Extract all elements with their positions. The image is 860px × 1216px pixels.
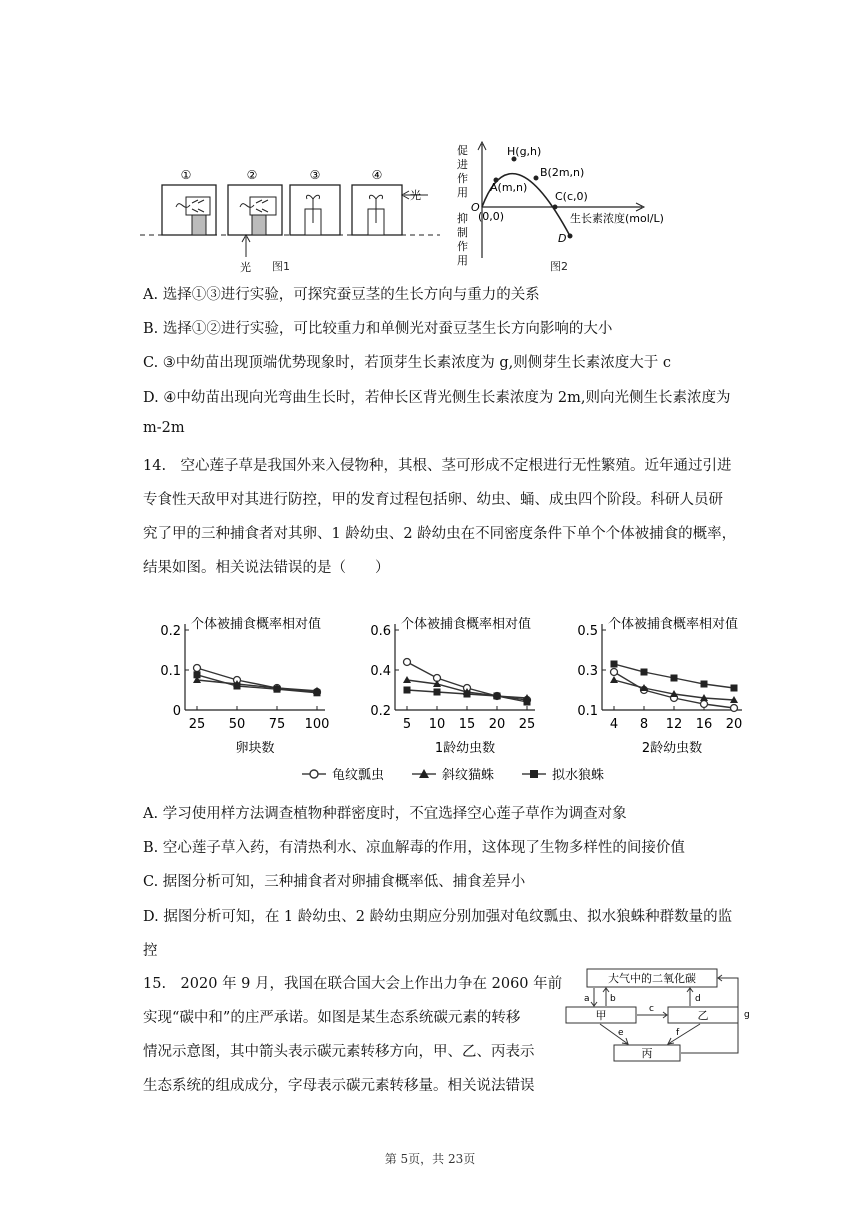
- fig2-yaxis-top-1: 促: [457, 144, 468, 157]
- fig1-box-2: [228, 185, 282, 257]
- chart-1-xlabel: 卵块数: [235, 741, 275, 756]
- chart-1-series-2-line: [197, 680, 317, 691]
- fig1-box-3: [290, 185, 340, 235]
- carbon-cycle-diagram: [560, 965, 760, 1065]
- chart-2-point-square: [524, 699, 531, 706]
- fig2-point-a: A(m,n): [490, 181, 528, 194]
- chart-2-xlabel: 1龄幼虫数: [434, 741, 496, 756]
- chart-2-point-square: [494, 693, 501, 700]
- chart-3-point-triangle: [610, 676, 618, 683]
- atmosphere-label: 大气中的二氧化碳: [608, 972, 696, 985]
- chart-2-ytick-label: 0.6: [370, 624, 391, 639]
- chart-2-ytick-label: 0.2: [370, 704, 391, 719]
- fig1-label-2: ②: [246, 168, 258, 182]
- arrow-a-label: a: [584, 994, 590, 1004]
- fig2-xlabel: 生长素浓度(mol/L): [570, 212, 664, 225]
- chart-3-point-square: [671, 675, 678, 682]
- chart-3-point-circle: [701, 701, 708, 708]
- chart-2-xtick-label: 10: [428, 717, 446, 732]
- chart-1-point-square: [194, 671, 201, 678]
- q13-option-b: B. 选择①②进行实验，可比较重力和单侧光对蚕豆茎生长方向影响的大小: [143, 321, 613, 337]
- fig1-label-4: ④: [371, 168, 383, 182]
- chart-legend: [300, 763, 640, 785]
- chart-3-point-circle: [611, 669, 618, 676]
- q14-option-b: B. 空心莲子草入药，有清热利水、凉血解毒的作用，这体现了生物多样性的间接价值: [143, 840, 685, 856]
- arrow-f-label: f: [676, 1028, 680, 1038]
- q14-option-c: C. 据图分析可知，三种捕食者对卵捕食概率低、捕食差异小: [143, 874, 526, 890]
- legend-marker-circle: [310, 770, 318, 778]
- q14-line-2: 专食性天敌甲对其进行防控，甲的发育过程包括卵、幼虫、蛹、成虫四个阶段。科研人员研: [143, 492, 723, 508]
- yi-label: 乙: [697, 1009, 709, 1022]
- fig2-origin-point: (0,0): [478, 210, 505, 223]
- chart-2-title: 个体被捕食概率相对值: [401, 617, 532, 632]
- fig2-point-h: H(g,h): [507, 145, 542, 158]
- chart-2-ytick-label: 0.4: [370, 664, 391, 679]
- figure-1-caption: 图1: [272, 260, 290, 273]
- chart-3-xtick-label: 8: [639, 717, 649, 732]
- arrow-c-label: c: [649, 1004, 654, 1014]
- q15-line-1: 15. 2020 年 9 月，我国在联合国大会上作出力争在 2060 年前: [143, 976, 563, 992]
- q13-option-d-cont: m-2m: [143, 420, 185, 436]
- chart-1-xtick-label: 100: [304, 717, 330, 732]
- legend-label-1: 龟纹瓢虫: [332, 768, 385, 783]
- chart-1-xtick-label: 50: [228, 717, 246, 732]
- fig2-yaxis-bottom-1: 抑: [457, 212, 468, 225]
- page-footer: 第 5页，共 23页: [384, 1152, 476, 1166]
- q14-option-a: A. 学习使用样方法调查植物种群密度时，不宜选择空心莲子草作为调查对象: [143, 806, 627, 822]
- chart-3-point-square: [641, 669, 648, 676]
- fig2-point-c: C(c,0): [555, 190, 588, 203]
- chart-1-point-square: [234, 683, 241, 690]
- fig1-label-1: ①: [180, 168, 192, 182]
- figure-2: [452, 138, 722, 268]
- fig2-yaxis-top-4: 用: [457, 186, 468, 199]
- legend-item-spider: [412, 767, 494, 783]
- chart-3-point-square: [731, 685, 738, 692]
- chart-2-point-triangle: [403, 676, 411, 683]
- q13-option-d: D. ④中幼苗出现向光弯曲生长时，若伸长区背光侧生长素浓度为 2m,则向光侧生长素浓度为: [143, 390, 731, 406]
- fig2-yaxis-bottom-4: 用: [457, 254, 468, 267]
- q15-line-2: 实现“碳中和”的庄严承诺。如图是某生态系统碳元素的转移: [143, 1010, 521, 1026]
- chart-2-point-square: [464, 691, 471, 698]
- bing-label: 丙: [641, 1047, 653, 1060]
- figure-2-caption: 图2: [550, 260, 568, 273]
- chart-3-xtick-label: 12: [665, 717, 683, 732]
- chart-1-title: 个体被捕食概率相对值: [191, 617, 322, 632]
- arrow-e-label: e: [618, 1028, 624, 1038]
- chart-1-point-square: [314, 689, 321, 696]
- chart-3-xtick-label: 4: [609, 717, 619, 732]
- chart-3-xtick-label: 20: [725, 717, 743, 732]
- chart-3-ytick-label: 0.1: [577, 704, 598, 719]
- q14-line-3: 究了甲的三种捕食者对其卵、1 龄幼虫、2 龄幼虫在不同密度条件下单个个体被捕食的概率，: [143, 526, 737, 542]
- chart-3-ytick-label: 0.3: [577, 664, 598, 679]
- q14-charts: [140, 610, 760, 785]
- fig1-label-3: ③: [309, 168, 321, 182]
- q15-line-4: 生态系统的组成成分，字母表示碳元素转移量。相关说法错误: [143, 1078, 535, 1094]
- chart-3-xlabel: 2龄幼虫数: [641, 741, 703, 756]
- chart-1-xtick-label: 25: [188, 717, 206, 732]
- chart-3-point-square: [701, 681, 708, 688]
- chart-3-xtick-label: 16: [695, 717, 713, 732]
- chart-1-ytick-label: 0.2: [160, 624, 181, 639]
- q14-option-d: D. 据图分析可知，在 1 龄幼虫、2 龄幼虫期应分别加强对龟纹瓢虫、拟水狼蛛种群数量的监: [143, 909, 733, 925]
- chart-1-point-circle: [194, 665, 201, 672]
- chart-3-point-circle: [731, 705, 738, 712]
- chart-1-ytick-label: 0.1: [160, 664, 181, 679]
- arrow-b-label: b: [610, 994, 616, 1004]
- q15-line-3: 情况示意图，其中箭头表示碳元素转移方向，甲、乙、丙表示: [143, 1044, 535, 1060]
- legend-item-ladybug: [302, 767, 384, 783]
- arrow-d-label: d: [695, 994, 701, 1004]
- chart-3-title: 个体被捕食概率相对值: [608, 617, 739, 632]
- chart-2-xtick-label: 5: [402, 717, 412, 732]
- fig2-yaxis-bottom-2: 制: [457, 226, 468, 239]
- q13-option-a: A. 选择①③进行实验，可探究蚕豆茎的生长方向与重力的关系: [143, 287, 540, 303]
- fig2-yaxis-bottom-3: 作: [457, 240, 468, 253]
- jia-label: 甲: [595, 1009, 607, 1022]
- arrow-g-label: g: [744, 1010, 750, 1020]
- fig1-light-right: 光: [410, 189, 421, 202]
- q14-option-d-cont: 控: [143, 943, 158, 959]
- chart-1-ytick-label: 0: [172, 704, 181, 719]
- fig1-light-bottom: 光: [240, 261, 251, 274]
- chart-2-xtick-label: 15: [458, 717, 476, 732]
- chart-1-xtick-label: 75: [268, 717, 286, 732]
- chart-3-ytick-label: 0.5: [577, 624, 598, 639]
- chart-2-point-circle: [404, 659, 411, 666]
- q13-option-c: C. ③中幼苗出现顶端优势现象时，若顶芽生长素浓度为 g,则侧芽生长素浓度大于 c: [143, 355, 672, 371]
- legend-marker-square: [530, 770, 538, 778]
- q14-line-4: 结果如图。相关说法错误的是（ ）: [143, 560, 390, 576]
- fig2-yaxis-top-3: 作: [457, 172, 468, 185]
- fig2-yaxis-top-2: 进: [457, 158, 468, 171]
- chart-1-point-square: [274, 686, 281, 693]
- chart-2-xtick-label: 20: [488, 717, 506, 732]
- fig2-origin: O: [471, 201, 480, 214]
- fig1-box-1: [162, 168, 216, 235]
- chart-2-point-square: [434, 689, 441, 696]
- q14-line-1: 14. 空心莲子草是我国外来入侵物种，其根、茎可形成不定根进行无性繁殖。近年通过引进: [143, 458, 732, 474]
- fig2-point-b: B(2m,n): [540, 166, 585, 179]
- legend-label-2: 斜纹猫蛛: [442, 768, 495, 783]
- figure-1: [140, 165, 440, 275]
- chart-2-xtick-label: 25: [518, 717, 536, 732]
- chart-3-point-square: [611, 661, 618, 668]
- legend-label-3: 拟水狼蛛: [552, 768, 605, 783]
- fig2-point-d: D: [558, 232, 567, 245]
- chart-2-point-square: [404, 687, 411, 694]
- legend-item-wolf-spider: [522, 767, 604, 783]
